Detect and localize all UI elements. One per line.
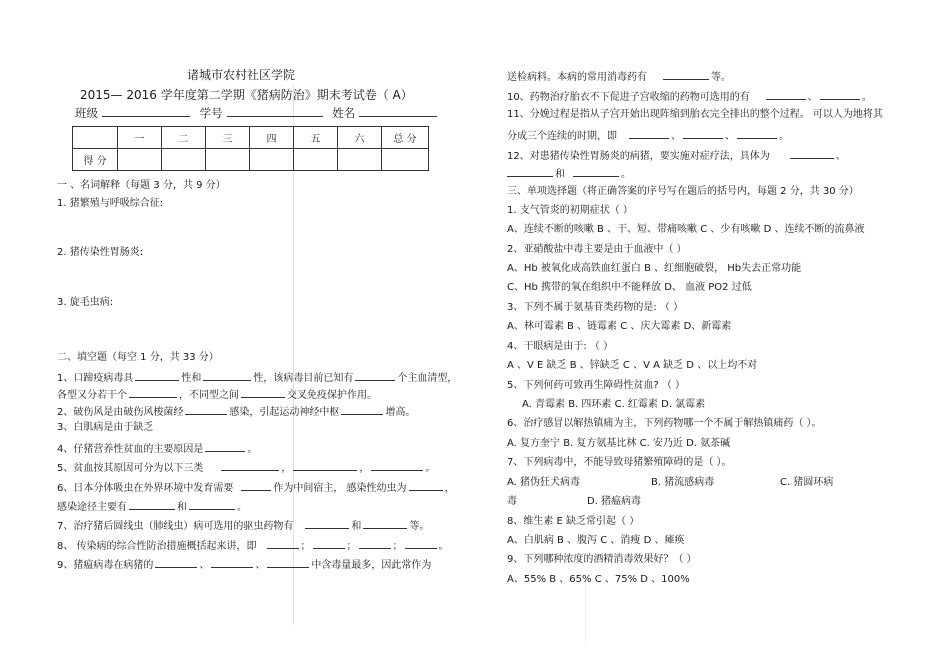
answer-blank[interactable] [409,480,443,491]
choice-q6: 6、治疗感冒以解热镇痛为主，下列药物哪一个不属于解热镇痛药（ ）。 [507,418,822,429]
q9-text-b: 、 [199,560,210,571]
q9-cont-text-b: 等。 [711,72,731,83]
q9-text-a: 9、猪瘟病毒在病猪的 [57,560,154,571]
q9-text-c: 、 [255,560,266,571]
q8-text-d: ； [392,541,403,552]
school-name: 诸城市农村社区学院 [187,68,296,82]
choice-q7-option-d: D. 猪瘟病毒 [587,496,642,507]
score-header-cell: 一 [118,127,162,149]
q4-text-b: 。 [247,444,258,455]
q6-text-c: ， [444,483,455,494]
section3-title: 三、单项选择题（将正确答案的序号写在题后的括号内，每题 2 分，共 30 分） [507,186,859,197]
choice-q2-options-2: C、Hb 携带的氧在组织中不能释放 D、 血液 PO2 过低 [507,282,752,293]
answer-blank[interactable] [790,148,834,159]
choice-q2: 2、亚硝酸盐中毒主要是由于血液中（ ） [507,244,687,255]
answer-blank[interactable] [129,499,175,510]
score-table-score-row [73,149,429,171]
q12-text-d: 。 [621,169,631,180]
choice-q8-options: A、白肌病 B 、腹泻 C 、消瘦 D 、瘫痪 [507,535,685,546]
q4-text-a: 4、仔猪营养性贫血的主要原因是 [57,444,204,455]
q8-text-a: 8、 传染病的综合性防治措施概括起来讲，即 [57,541,257,552]
fill-q7 [57,518,429,533]
answer-blank[interactable] [363,518,407,529]
score-table-corner [73,127,118,149]
q7-text-a: 7、治疗猪后圆线虫（肺线虫）病可选用的驱虫药物有 [57,521,294,532]
q10-text-a: 10、药物治疗胎衣不下促进子宫收缩的药物可选用的有 [507,92,750,103]
fill-q2 [57,404,415,419]
answer-blank[interactable] [341,404,383,415]
score-header-cell: 四 [250,127,294,149]
score-header-cell: 总 分 [382,127,429,149]
choice-q3: 3、下列不属于氨基苷类药物的是: （ ） [507,302,684,313]
q1-text-c: 性，该病毒目前已知有 [253,373,354,384]
answer-blank[interactable] [155,557,197,568]
score-header-cell: 六 [338,127,382,149]
answer-blank[interactable] [305,518,349,529]
score-cell[interactable] [338,149,382,171]
q2-text-b: 感染，引起运动神经中枢 [229,407,340,418]
q7-text-b: 和 [351,521,362,532]
answer-blank[interactable] [267,557,309,568]
choice-q9-options: A、55% B 、65% C 、75% D 、100% [507,574,690,585]
fill-q4 [57,441,257,456]
q10-text-c: 。 [861,92,872,103]
choice-q9: 9、下列哪种浓度的酒精消毒效果好？（ ） [507,554,697,565]
q7-text-c: 等。 [409,521,430,532]
choice-q4-options: A 、V E 缺乏 B 、锌缺乏 C 、V A 缺乏 D 、以上均不对 [507,360,758,371]
fill-q3: 3、白肌病是由于缺乏 [57,422,154,433]
choice-q8: 8、维生素 E 缺乏常引起（ ） [507,516,640,527]
section1-q2: 2. 猪传染性胃肠炎: [57,247,144,258]
section2-title: 二、填空题（每空 1 分，共 33 分） [57,352,219,363]
q12-text-b: 、 [835,151,846,162]
q1-text-a: 1、口蹄疫病毒具 [57,373,134,384]
score-cell[interactable] [250,149,294,171]
fill-q10 [507,89,872,104]
q6-text-f: 。 [237,502,247,513]
q1-text-g: 交叉免疫保护作用。 [287,390,377,401]
score-row-label: 得 分 [73,149,118,171]
answer-blank[interactable] [129,387,177,398]
answer-blank[interactable] [683,128,723,139]
q10-text-b: 、 [807,92,818,103]
fill-q9 [57,557,431,572]
answer-blank[interactable] [135,370,179,381]
choice-q7: 7、下列病毒中，不能导致母猪繁殖障碍的是（ ）。 [507,457,732,468]
q6-text-b: 作为中间宿主， 感染性幼虫为 [273,483,407,494]
q5-text-a: 5、贫血按其原因可分为以下三类 [57,463,204,474]
section1-q3: 3. 旋毛虫病: [57,297,114,308]
answer-blank[interactable] [203,370,251,381]
answer-blank[interactable] [371,460,423,471]
answer-blank[interactable] [573,166,619,177]
name-label: 姓名 [332,106,356,120]
section1-title: 一 、名词解释（每题 3 分，共 9 分） [57,180,226,191]
answer-blank[interactable] [820,89,860,100]
fill-q8 [57,538,449,553]
q1-text-b: 性和 [181,373,202,384]
q6-text-d: 感染途径主要有 [57,502,127,513]
answer-blank[interactable] [267,538,299,549]
answer-blank[interactable] [211,557,253,568]
score-header-cell: 五 [294,127,338,149]
fill-q11-line2 [507,128,789,143]
answer-blank[interactable] [355,370,395,381]
choice-q7-option-c-wrap: 毒 [507,496,517,507]
fill-q12-line2 [507,166,631,181]
student-info-row [75,106,437,120]
answer-blank[interactable] [737,128,777,139]
fill-q11-line1: 11、分娩过程是指从子宫开始出现阵缩到胎衣完全排出的整个过程。 可以人为地将其 [507,109,883,120]
id-label: 学号 [199,106,223,120]
fill-q12-line1 [507,148,846,163]
exam-title: 2015— 2016 学年度第二学期《猪病防治》期末考试卷（ A） [80,88,413,102]
score-cell[interactable] [118,149,162,171]
answer-blank[interactable] [629,128,669,139]
answer-blank[interactable] [293,460,357,471]
q8-text-b: ； [300,541,311,552]
choice-q5-options: A. 青霉素 B. 四环素 C. 红霉素 D. 氯霉素 [522,399,706,410]
fill-q5 [57,460,435,475]
class-label: 班级 [75,106,98,120]
fill-q9-continued [507,69,731,84]
score-cell[interactable] [382,149,429,171]
score-cell[interactable] [206,149,250,171]
q5-text-b: ， [281,463,292,474]
choice-q2-options-1: A、Hb 被氧化成高铁血红蛋白 B 、红细胞破裂， Hb失去正常功能 [507,263,802,274]
choice-q7-option-a: A. 猪伪狂犬病毒 [507,477,581,488]
answer-blank[interactable] [241,387,285,398]
fill-q1-line1 [57,370,457,385]
q1-text-e: 各型又分若干个 [57,390,127,401]
class-blank[interactable] [102,106,190,117]
answer-blank[interactable] [185,404,227,415]
q8-text-e: 。 [438,541,449,552]
q8-text-c: ； [346,541,357,552]
q1-text-f: ，不同型之间 [179,390,239,401]
q12-text-a: 12、对患猪传染性胃肠炎的病猪，要实施对症疗法，具体为 [507,151,770,162]
q11-text-e: 。 [779,131,789,142]
q2-text-a: 2、破伤风是由破伤风梭菌经 [57,407,184,418]
answer-blank[interactable] [405,538,437,549]
q9-cont-text-a: 送检病料。本病的常用消毒药有 [507,72,647,83]
answer-blank[interactable] [189,499,235,510]
q2-text-c: 增高。 [385,407,416,418]
choice-q6-options: A. 复方奎宁 B. 复方氨基比林 C. 安乃近 D. 氨茶碱 [507,438,731,449]
score-table [72,126,429,171]
q6-text-e: 和 [177,502,187,513]
answer-blank[interactable] [359,538,391,549]
choice-q5: 5、下列何药可致再生障碍性贫血? （ ） [507,380,686,391]
fill-q6-line1 [57,480,455,495]
answer-blank[interactable] [205,441,245,452]
q12-text-c: 和 [555,169,565,180]
answer-blank[interactable] [241,480,271,491]
choice-q7-option-c: C. 猪圆环病 [780,477,834,488]
choice-q7-option-b: B. 猪流感病毒 [651,477,715,488]
answer-blank[interactable] [507,166,553,177]
id-blank[interactable] [227,106,323,117]
fill-q6-line2 [57,499,247,514]
choice-q1-options: A、连续不断的咳嗽 B 、干、短、带痛咳嗽 C 、少有咳嗽 D 、连续不断的流鼻液 [507,224,865,235]
score-table-header-row [73,127,429,149]
answer-blank[interactable] [663,69,709,80]
answer-blank[interactable] [313,538,345,549]
score-cell[interactable] [162,149,206,171]
answer-blank[interactable] [221,460,279,471]
q5-text-d: 。 [425,463,436,474]
section1-q1: 1. 猪繁殖与呼吸综合征: [57,198,164,209]
q11-text-d: 、 [725,131,735,142]
choice-q4: 4、干眼病是由于: （ ） [507,341,614,352]
choice-q1: 1. 支气管炎的初期症状（ ） [507,205,633,216]
choice-q3-options: A、林可霉素 B 、链霉素 C 、庆大霉素 D、新霉素 [507,321,732,332]
q11-text-c: 、 [671,131,681,142]
name-blank[interactable] [359,106,437,117]
q1-text-d: 个主血清型， [397,373,458,384]
q5-text-c: ， [359,463,370,474]
score-cell[interactable] [294,149,338,171]
score-header-cell: 二 [162,127,206,149]
q11-text-b: 分成三个连续的时期，即 [507,131,617,142]
q9-text-d: 中含毒量最多，因此常作为 [311,560,432,571]
q6-text-a: 6、日本分体吸虫在外界环境中发育需要 [57,483,234,494]
answer-blank[interactable] [766,89,806,100]
score-header-cell: 三 [206,127,250,149]
fill-q1-line2 [57,387,377,402]
